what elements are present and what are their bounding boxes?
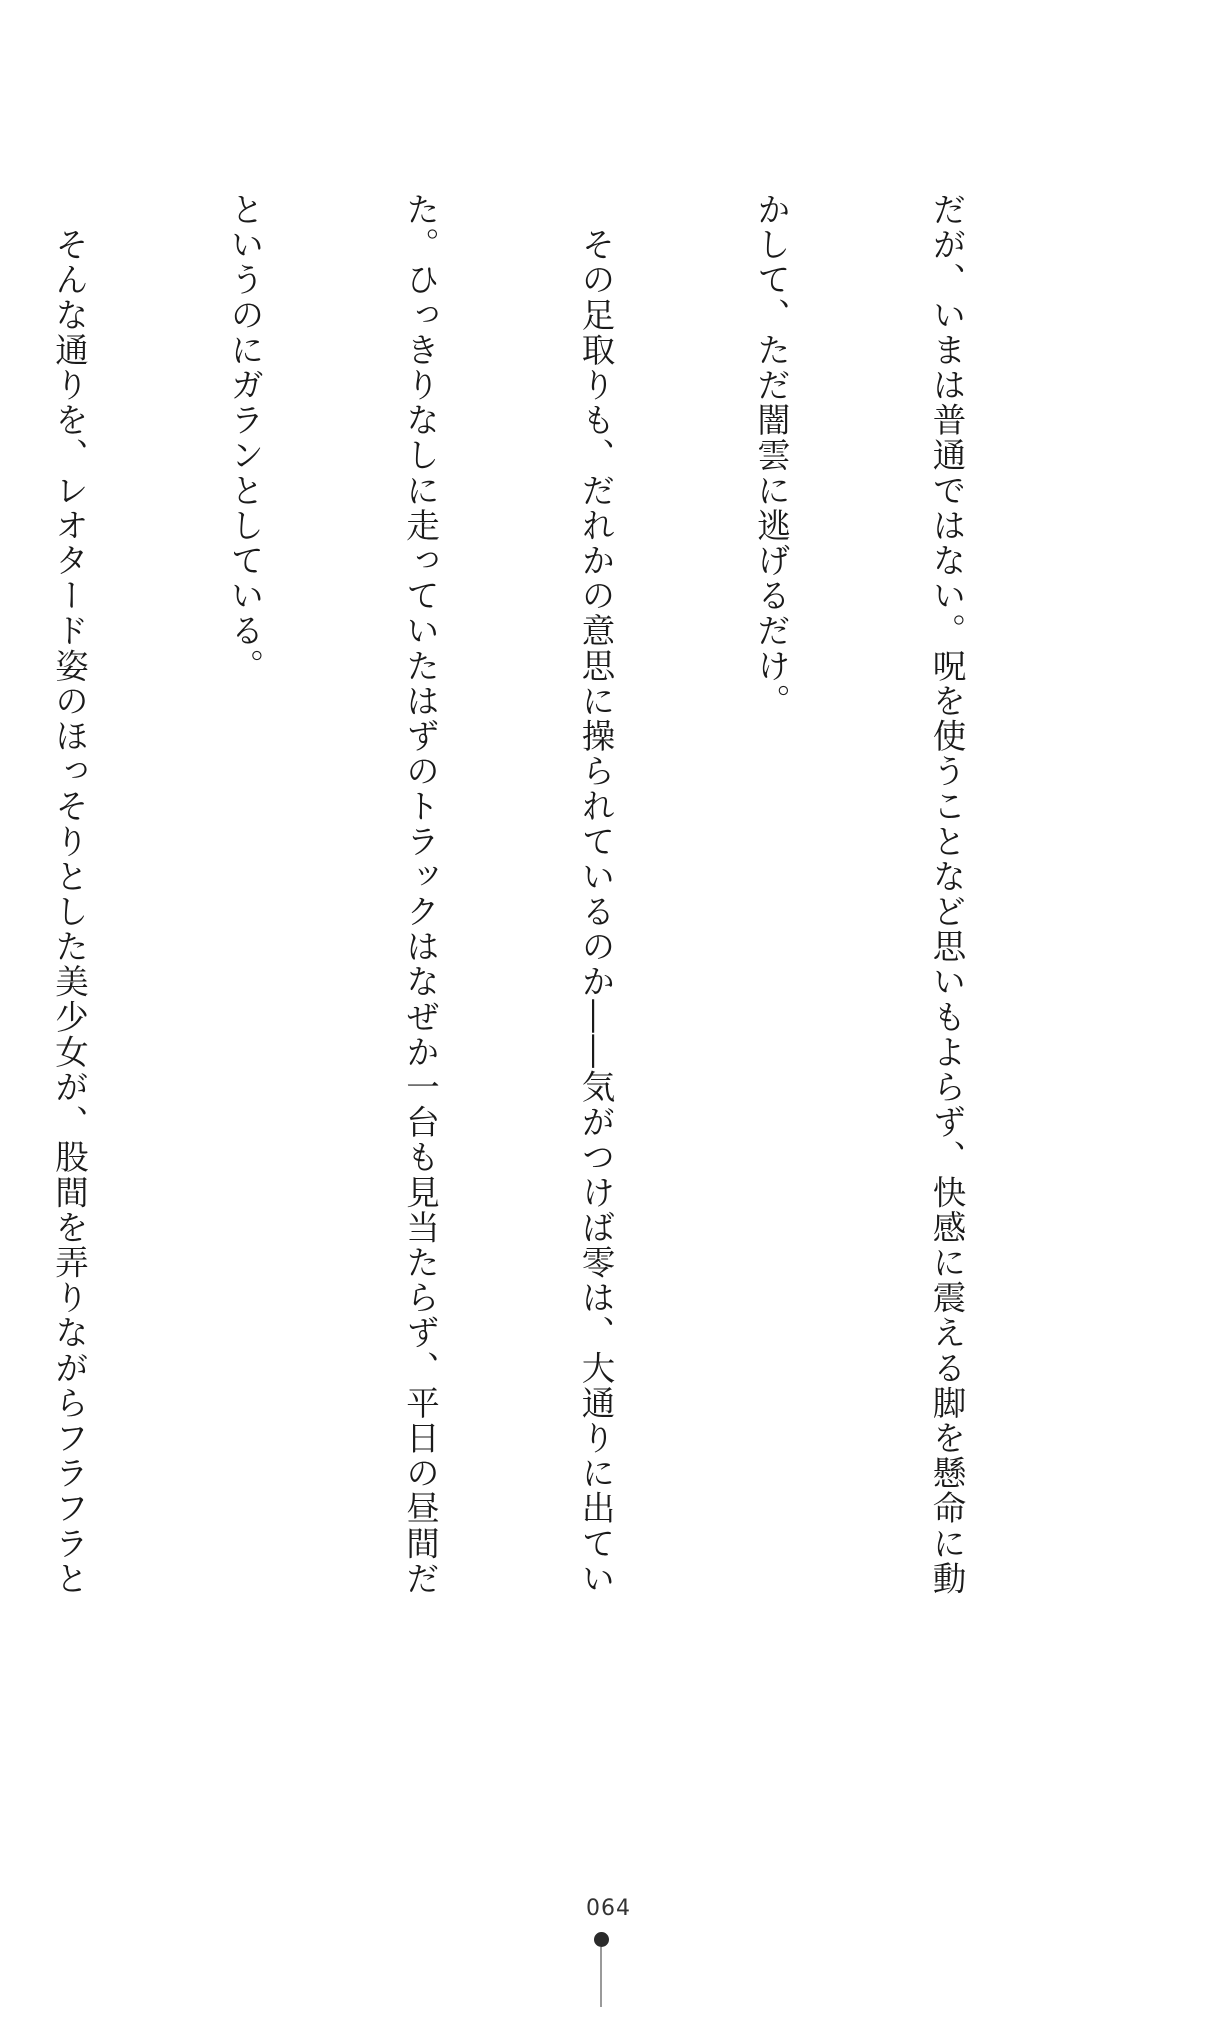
text-line-3: その足取りも、だれかの意思に操られているのか――気がつけば零は、大通りに出てい: [576, 227, 615, 1597]
vertical-text-body: [49, 192, 1092, 1692]
text-line-2: かして、ただ闇雲に逃げるだけ。: [751, 192, 791, 719]
text-line-4: た。ひっきりなしに走っていたはずのトラックはなぜか一台も見当たらず、平日の昼間だ: [400, 192, 440, 1596]
text-line-1: だが、いまは普通ではない。呪を使うことなど思いもよらず、快感に震える脚を懸命に動: [927, 192, 966, 1596]
text-line-5: というのにガランとしている。: [225, 192, 264, 684]
folio-rule: [600, 1947, 602, 2007]
text-line-6: そんな通りを、レオタード姿のほっそりとした美少女が、股間を弄りながらフラフラと: [49, 227, 89, 1597]
folio-dot-icon: [594, 1932, 609, 1947]
page-number: 064: [586, 1896, 631, 1921]
